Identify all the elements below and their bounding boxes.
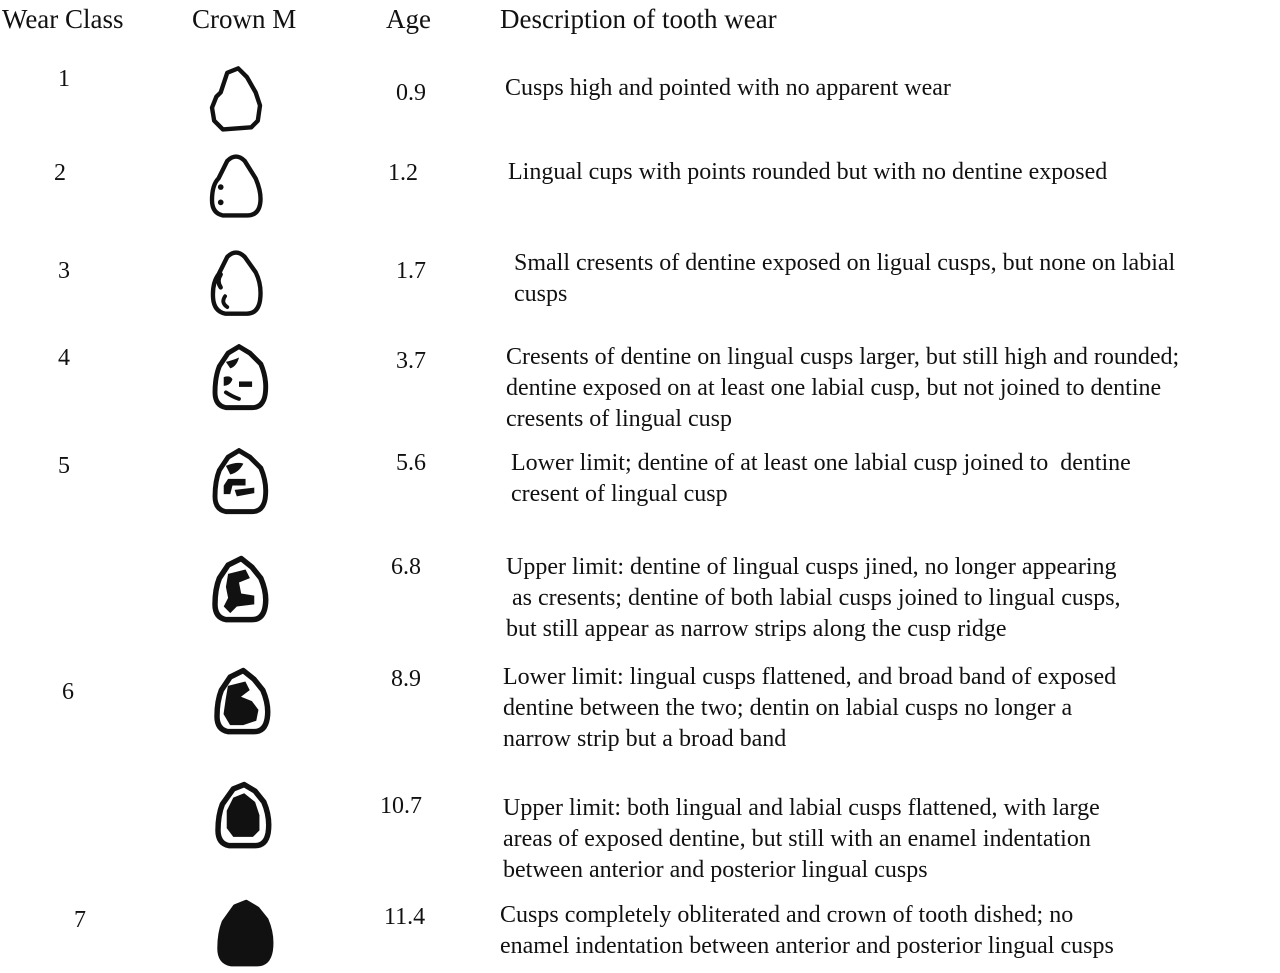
header-description: Description of tooth wear xyxy=(500,4,777,34)
broad-band-molar-crown-icon xyxy=(208,664,274,736)
wear-description: Lower limit: lingual cusps flattened, and broad band of exposed dentine between the two; dentin on labial cusps no longer a narrow strip but a broad band xyxy=(503,664,1117,752)
age-value: 10.7 xyxy=(380,793,422,819)
wear-class-value: 5 xyxy=(58,453,70,479)
wear-description: Upper limit: both lingual and labial cusps flattened, with large areas of exposed dentine, but still with an enamel indentation between anterior and posterior lingual cusps xyxy=(503,795,1100,883)
wear-description: Cresents of dentine on lingual cusps larger, but still high and rounded; dentine exposed on at least one labial cusp, but not joined to dentine cresents of lingual cusp xyxy=(506,344,1180,432)
wear-description: Small cresents of dentine exposed on ligual cusps, but none on labial cusps xyxy=(514,250,1176,307)
wear-class-value: 7 xyxy=(74,907,86,933)
unworn-molar-crown-icon xyxy=(203,64,269,136)
wear-description: Cusps high and pointed with no apparent wear xyxy=(505,75,951,101)
rounded-molar-crown-icon xyxy=(203,150,269,222)
dished-molar-crown-icon xyxy=(211,896,277,968)
age-value: 8.9 xyxy=(391,666,421,692)
header-crown: Crown M xyxy=(192,4,297,34)
age-value: 3.7 xyxy=(396,348,426,374)
wear-class-value: 1 xyxy=(58,66,70,92)
flattened-molar-crown-icon xyxy=(209,778,275,850)
age-value: 11.4 xyxy=(384,904,426,930)
age-value: 1.2 xyxy=(388,160,418,186)
age-value: 5.6 xyxy=(396,450,426,476)
wear-class-value: 6 xyxy=(62,679,74,705)
wear-description: Cusps completely obliterated and crown of tooth dished; no enamel indentation between anterior and posterior lingual cusps xyxy=(500,902,1114,959)
wear-class-value: 3 xyxy=(58,258,70,284)
large-crescent-molar-crown-icon xyxy=(206,340,272,412)
wear-description: Lower limit; dentine of at least one labial cusp joined to dentine cresent of lingual cusp xyxy=(511,450,1131,507)
wear-description: Upper limit: dentine of lingual cusps jined, no longer appearing as cresents; dentine of both labial cusps joined to lingual cusps, but still appear as narrow strips along the cusp ridge xyxy=(506,554,1121,642)
wear-description: Lingual cups with points rounded but with no dentine exposed xyxy=(508,159,1108,185)
header-age: Age xyxy=(386,4,431,34)
small-crescent-molar-crown-icon xyxy=(203,246,269,318)
wear-class-value: 2 xyxy=(54,160,66,186)
age-value: 6.8 xyxy=(391,554,421,580)
joined-dentine-molar-crown-icon xyxy=(206,444,272,516)
age-value: 0.9 xyxy=(396,80,426,106)
age-value: 1.7 xyxy=(396,258,426,284)
wear-class-value: 4 xyxy=(58,345,70,371)
header-wear-class: Wear Class xyxy=(2,4,124,34)
narrow-strip-molar-crown-icon xyxy=(206,552,272,624)
